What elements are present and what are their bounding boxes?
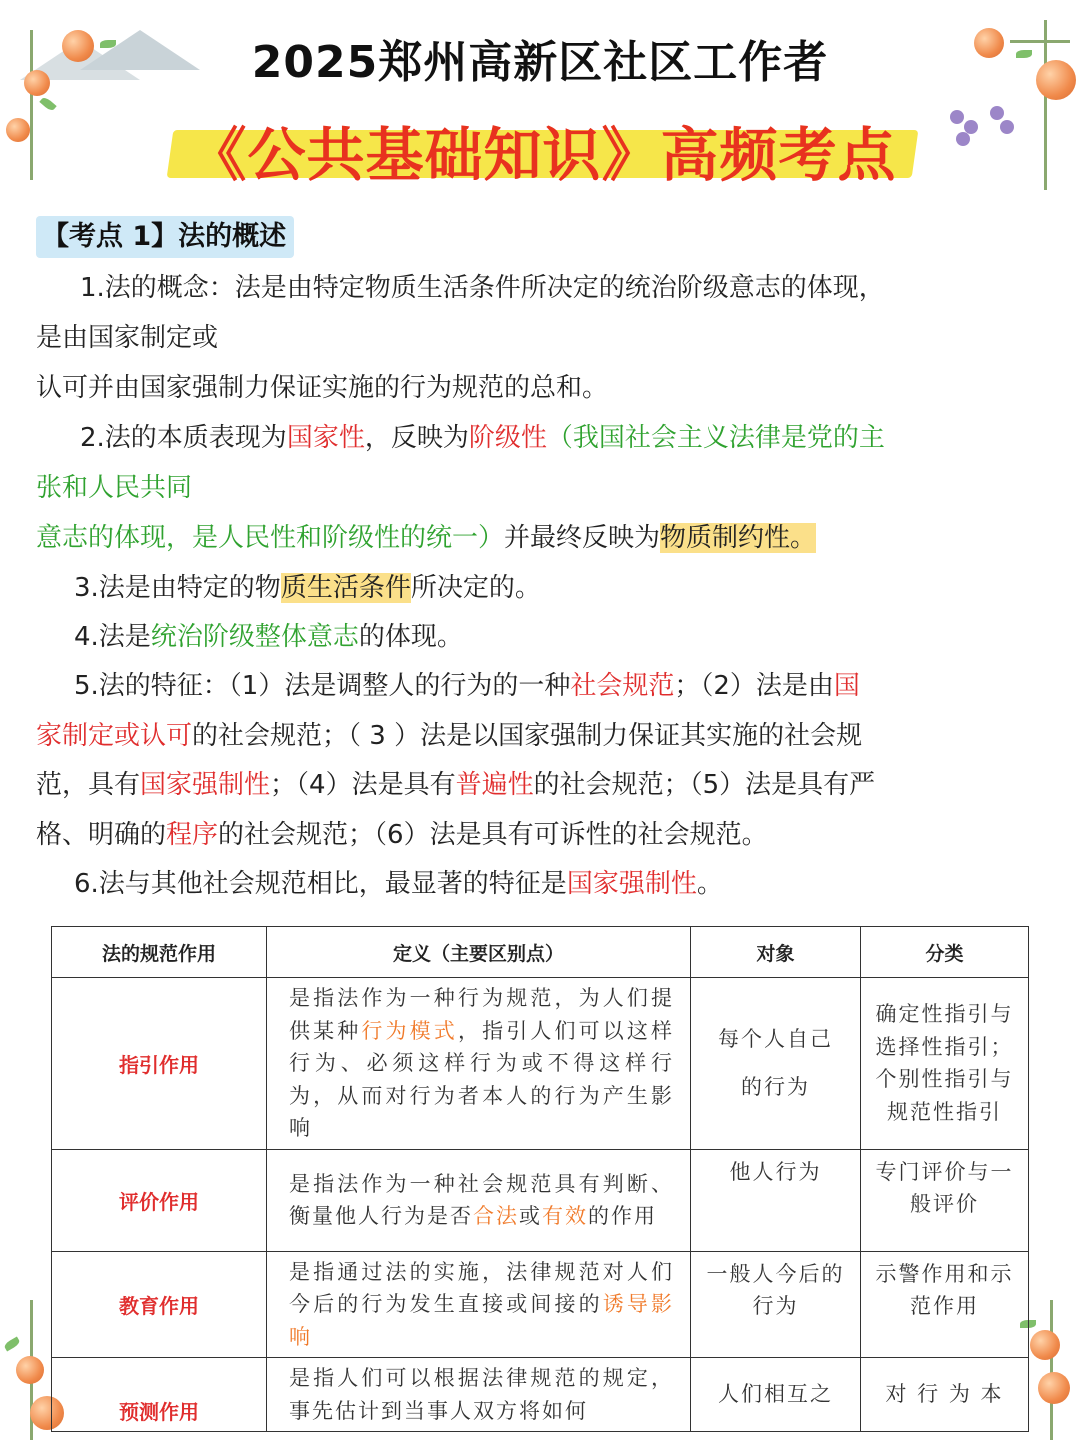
paragraph-4: 4.法是统治阶级整体意志的体现。: [74, 622, 463, 652]
paragraph-2-line-3: 意志的体现，是人民性和阶级性的统一）并最终反映为物质制约性。: [36, 523, 817, 553]
table-row: [52, 978, 1029, 1150]
table-row: [52, 1358, 1029, 1432]
persimmon-icon: [16, 1356, 44, 1384]
table-row: [52, 1149, 1029, 1251]
persimmon-icon: [6, 118, 30, 142]
table-header: 法的规范作用: [52, 927, 267, 978]
row-category: 专门评价与一般评价: [861, 1149, 1029, 1251]
paragraph-2-line-1: 2.法的本质表现为国家性，反映为阶级性（我国社会主义法律是党的主: [80, 423, 885, 453]
row-object: 人们相互之: [691, 1358, 861, 1432]
paragraph-1-line-1: 1.法的概念：法是由特定物质生活条件所决定的统治阶级意志的体现，: [80, 273, 885, 303]
persimmon-icon: [1038, 1372, 1070, 1404]
row-definition: 是指人们可以根据法律规范的规定，事先估计到当事人双方将如何: [267, 1358, 691, 1432]
table-row: [52, 1251, 1029, 1358]
row-definition: 是指法作为一种社会规范具有判断、衡量他人行为是否合法或有效的作用: [267, 1149, 691, 1251]
row-object: 每个人自己 的行为: [691, 978, 861, 1150]
page-subtitle: 《公共基础知识》高频考点: [188, 121, 897, 189]
table-header: 分类: [861, 927, 1029, 978]
paragraph-2-line-2: 张和人民共同: [36, 473, 193, 503]
row-name: 教育作用: [52, 1251, 267, 1358]
row-name: 指引作用: [52, 978, 267, 1150]
page-title: 2025郑州高新区社区工作者: [251, 37, 829, 88]
subtitle-banner: [170, 108, 915, 189]
row-category: 对 行 为 本: [861, 1358, 1029, 1432]
row-definition: 是指法作为一种行为规范，为人们提供某种行为模式，指引人们可以这样行为、必须这样行为或不得这样行为，从而对行为者本人的行为产生影响: [267, 978, 691, 1150]
row-definition: 是指通过法的实施，法律规范对人们今后的行为发生直接或间接的诱导影响: [267, 1251, 691, 1358]
paragraph-6: 6.法与其他社会规范相比，最显著的特征是国家强制性。: [74, 869, 723, 899]
paragraph-1-line-2: 是由国家制定或: [36, 323, 219, 353]
row-name: 预测作用: [52, 1358, 267, 1432]
paragraph-1-line-3: 认可并由国家强制力保证实施的行为规范的总和。: [36, 373, 609, 403]
table-header-row: [52, 927, 1029, 978]
row-name: 评价作用: [52, 1149, 267, 1251]
table-header: 对象: [691, 927, 861, 978]
row-category: 示警作用和示范作用: [861, 1251, 1029, 1358]
paragraph-5-line-1: 5.法的特征：（1）法是调整人的行为的一种社会规范；（2）法是由国: [74, 671, 860, 701]
paragraph-3: 3.法是由特定的物质生活条件所决定的。: [74, 573, 541, 603]
persimmon-icon: [1030, 1330, 1060, 1360]
paragraph-5-line-2: 家制定或认可的社会规范；（ 3 ）法是以国家强制力保证其实施的社会规: [36, 721, 863, 751]
row-object: 他人行为: [691, 1149, 861, 1251]
paragraph-5-line-4: 格、明确的程序的社会规范；（6）法是具有可诉性的社会规范。: [36, 820, 768, 850]
table-header: 定义（主要区别点）: [267, 927, 691, 978]
row-object: 一般人今后的行为: [691, 1251, 861, 1358]
paragraph-5-line-3: 范，具有国家强制性；（4）法是具有普遍性的社会规范；（5）法是具有严: [36, 770, 876, 800]
row-category: 确定性指引与选择性指引；个别性指引与规范性指引: [861, 978, 1029, 1150]
section-heading: 【考点 1】法的概述: [36, 216, 294, 258]
norm-function-table: [51, 926, 1029, 1432]
